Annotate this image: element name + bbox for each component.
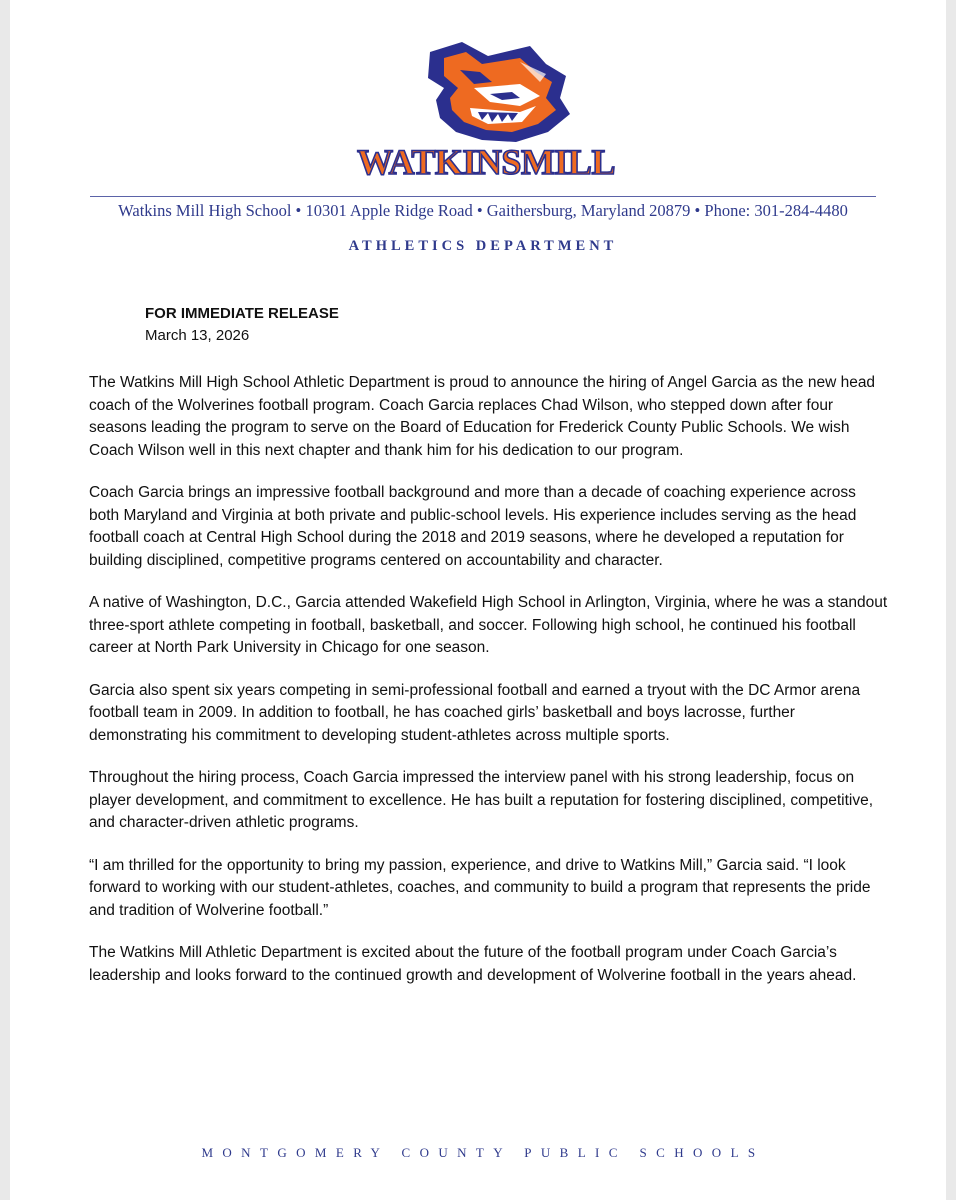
paragraph: The Watkins Mill High School Athletic Department is proud to announce the hiring of Angel Garcia as the new head coach of the Wolverines football program. Coach Garcia replaces Chad Wilson, who stepped down after four seasons leading the program to serve on the Board of Education for Frederick County Public Schools. We wish Coach Wilson well in this next chapter and thank him for his dedication to our program. [89, 374, 876, 459]
release-date: March 13, 2026 [145, 327, 250, 344]
paragraph: “I am thrilled for the opportunity to bring my passion, experience, and drive to Watkins Mill,” Garcia said. “I look forward to working with our student-athletes, coaches, and community to build a program that represents the pride and tradition of Wolverine football.” [89, 856, 871, 919]
logo-wordmark: WATKINSMILL [357, 142, 615, 182]
letterhead-divider [90, 196, 876, 197]
paragraph: Garcia also spent six years competing in semi-professional football and earned a tryout with the DC Armor arena football team in 2009. In addition to football, he has coached girls’ basketball and boys lacrosse, further demonstrating his commitment to developing student-athletes across multiple sports. [89, 681, 861, 744]
watkinsmill-wordmark [357, 142, 615, 182]
paragraph: The Watkins Mill Athletic Department is excited about the future of the football program under Coach Garcia’s leadership and looks forward to the continued growth and development of Wolverine football in the years ahead. [89, 944, 857, 984]
department-title: ATHLETICS DEPARTMENT [348, 238, 618, 254]
paragraph: Coach Garcia brings an impressive football background and more than a decade of coaching experience across both Maryland and Virginia at both private and public-school levels. His experience includes serving as the head football coach at Central High School during the 2018 and 2019 seasons, where he developed a reputation for building disciplined, competitive programs centered on accountability and character. [89, 484, 857, 569]
wolverine-logo [357, 36, 615, 186]
release-body [89, 372, 889, 1007]
release-heading: FOR IMMEDIATE RELEASE [145, 305, 339, 322]
footer-district-name: MONTGOMERY COUNTY PUBLIC SCHOOLS [201, 1145, 765, 1160]
paragraph: A native of Washington, D.C., Garcia attended Wakefield High School in Arlington, Virginia, where he was a standout three-sport athlete competing in football, basketball, and soccer. Following high school, he continued his football career at North Park University in Chicago for one season. [89, 594, 888, 656]
document-page [10, 0, 946, 1200]
paragraph: Throughout the hiring process, Coach Garcia impressed the interview panel with his strong leadership, focus on player development, and commitment to excellence. He has built a reputation for fostering disciplined, competitive, and character-driven athletic programs. [89, 769, 874, 831]
letterhead-address: Watkins Mill High School • 10301 Apple Ridge Road • Gaithersburg, Maryland 20879 • Phone: 301-284-4480 [118, 201, 848, 220]
wolverine-head-icon [428, 42, 570, 142]
